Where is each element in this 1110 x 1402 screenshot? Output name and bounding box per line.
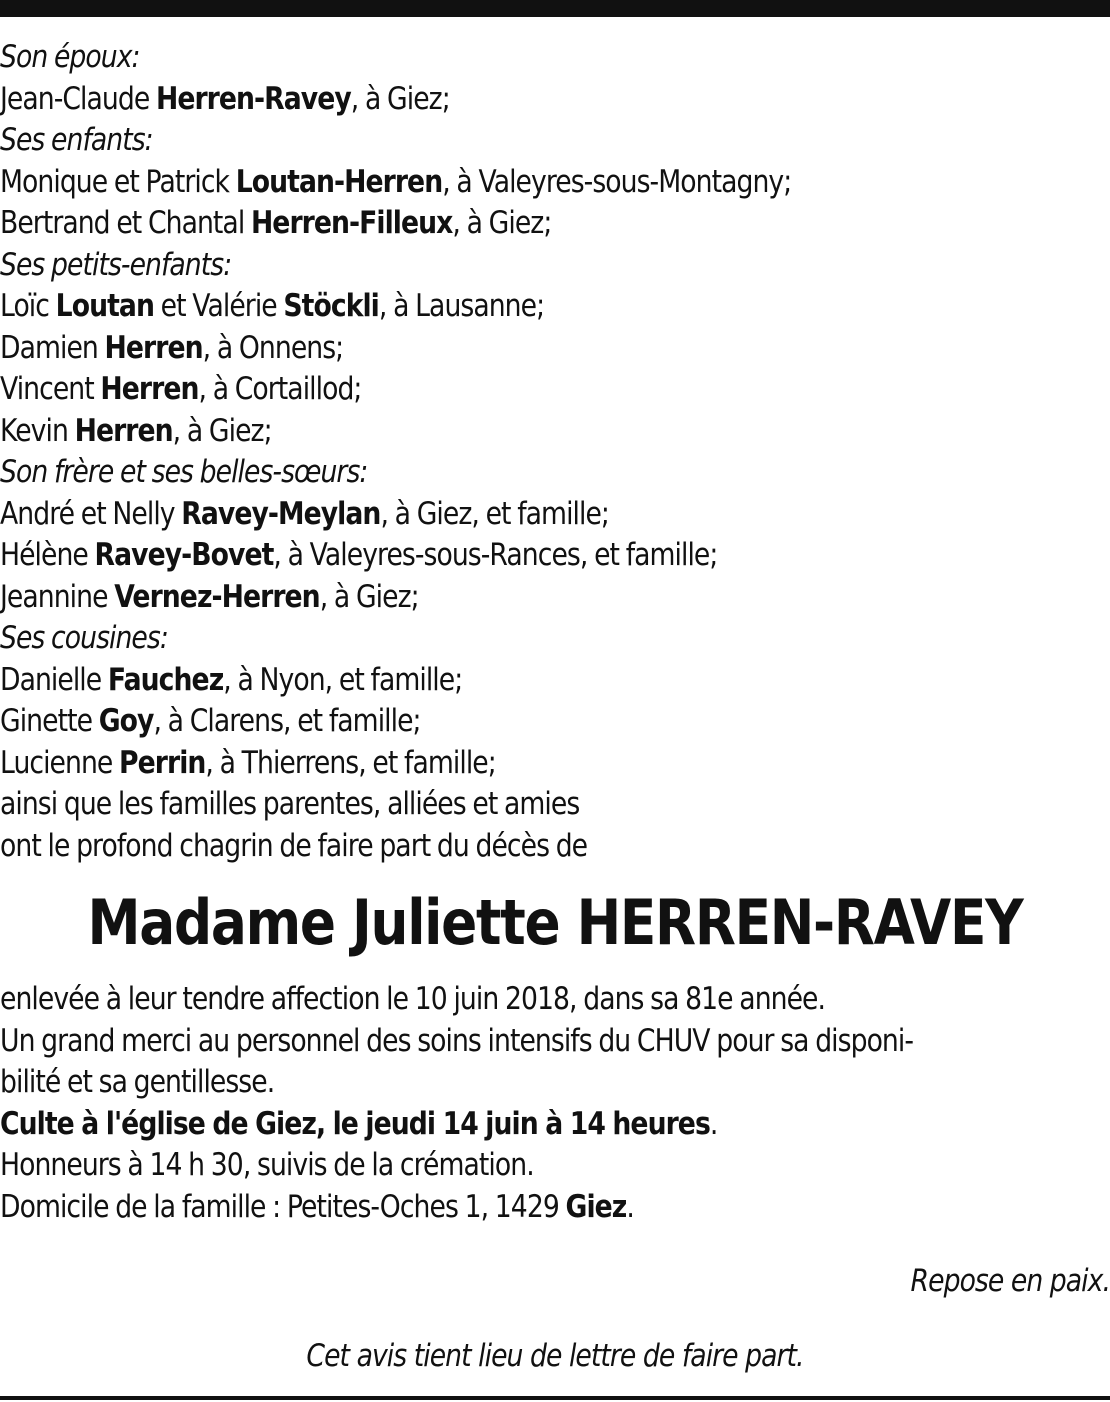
member-text: ainsi que les familles parentes, alliées et amies [0, 786, 580, 822]
member-text: Monique et Patrick [0, 163, 236, 200]
family-list [0, 37, 1110, 867]
member-location: , à Giez, et famille; [380, 495, 609, 532]
member-surname: Fauchez [107, 661, 224, 698]
member-location: , à Cortaillod; [198, 371, 362, 407]
member-location: , à Giez; [319, 578, 419, 615]
relation-heading: Ses cousines: [0, 620, 168, 656]
domicile-text: Domicile de la famille : Petites-Oches 1, 1429 [0, 1188, 566, 1225]
member-text: Kevin [0, 412, 75, 449]
member-location: , à Onnens; [202, 329, 344, 366]
service-text: Culte à l'église de Giez, le jeudi 14 juin à 14 heures [0, 1105, 710, 1142]
member-location: , à Thierrens, et famille; [205, 744, 496, 781]
relation-heading: Son époux: [0, 39, 140, 75]
bottom-rule [0, 1396, 1110, 1400]
member-surname: Vernez-Herren [114, 578, 320, 615]
family-member-line [0, 328, 955, 370]
family-member-line [0, 369, 955, 411]
member-text: Loïc [0, 288, 56, 324]
member-text: André et Nelly [0, 495, 182, 532]
family-member-line [0, 79, 955, 121]
member-text: ont le profond chagrin de faire part du décès de [0, 827, 588, 864]
service-period: . [709, 1105, 718, 1142]
member-text: Bertrand et Chantal [0, 205, 251, 241]
family-member-line [0, 577, 955, 619]
member-text: et Valérie [153, 288, 284, 324]
member-location: , à Clarens, et famille; [153, 703, 421, 739]
honours-line: Honneurs à 14 h 30, suivis de la crémation. [0, 1147, 534, 1183]
domicile-period: . [626, 1188, 634, 1225]
notice-statement: Cet avis tient lieu de lettre de faire part. [306, 1338, 804, 1374]
member-surname: Goy [98, 703, 154, 739]
domicile-place: Giez [565, 1188, 627, 1225]
member-location: , à Giez; [172, 412, 272, 449]
member-text: Jeannine [0, 578, 115, 615]
member-surname: Stöckli [283, 288, 379, 324]
rest-in-peace: Repose en paix. [910, 1263, 1110, 1299]
member-location: , à Lausanne; [378, 288, 545, 324]
family-member-line [0, 494, 955, 536]
top-rule [0, 0, 1110, 17]
member-surname: Herren [104, 329, 203, 366]
thanks-line-1: Un grand merci au personnel des soins intensifs du CHUV pour sa disponi- [0, 1022, 914, 1059]
member-surname: Ravey-Meylan [181, 495, 381, 532]
member-surname: Herren-Ravey [155, 80, 351, 117]
family-member-line [0, 784, 955, 826]
thanks-line-2: bilité et sa gentillesse. [0, 1064, 275, 1100]
family-member-line [0, 660, 955, 702]
service-line [0, 1104, 955, 1146]
family-member-line [0, 701, 955, 743]
member-surname: Herren-Filleux [250, 205, 453, 241]
member-location: , à Valeyres-sous-Rances, et famille; [273, 537, 718, 573]
deceased-name: Madame Juliette HERREN-RAVEY [87, 886, 1023, 959]
member-surname: Ravey-Bovet [94, 537, 274, 573]
family-member-line [0, 286, 955, 328]
member-text: Lucienne [0, 744, 120, 781]
member-location: , à Valeyres-sous-Montagny; [442, 163, 792, 200]
member-surname: Herren [74, 412, 173, 449]
member-text: Vincent [0, 371, 101, 407]
member-text: Hélène [0, 537, 95, 573]
family-member-line [0, 535, 955, 577]
member-text: Danielle [0, 661, 108, 698]
relation-heading: Ses petits-enfants: [0, 246, 232, 283]
member-text: Jean-Claude [0, 80, 156, 117]
relation-heading: Son frère et ses belles-sœurs: [0, 454, 368, 490]
member-location: , à Giez; [350, 80, 450, 117]
member-text: Ginette [0, 703, 99, 739]
member-surname: Herren [100, 371, 199, 407]
member-location: , à Nyon, et famille; [223, 661, 463, 698]
domicile-line [0, 1187, 955, 1229]
member-surname: Loutan [55, 288, 154, 324]
family-member-line [0, 826, 955, 868]
member-text: Damien [0, 329, 105, 366]
member-surname: Perrin [119, 744, 206, 781]
family-member-line [0, 743, 955, 785]
family-member-line [0, 162, 955, 204]
relation-heading: Ses enfants: [0, 122, 153, 158]
obituary-notice [0, 37, 1110, 1228]
member-location: , à Giez; [452, 205, 552, 241]
death-date-line: enlevée à leur tendre affection le 10 juin 2018, dans sa 81e année. [0, 981, 826, 1017]
member-surname: Loutan-Herren [235, 163, 443, 200]
family-member-line [0, 203, 955, 245]
family-member-line [0, 411, 955, 453]
